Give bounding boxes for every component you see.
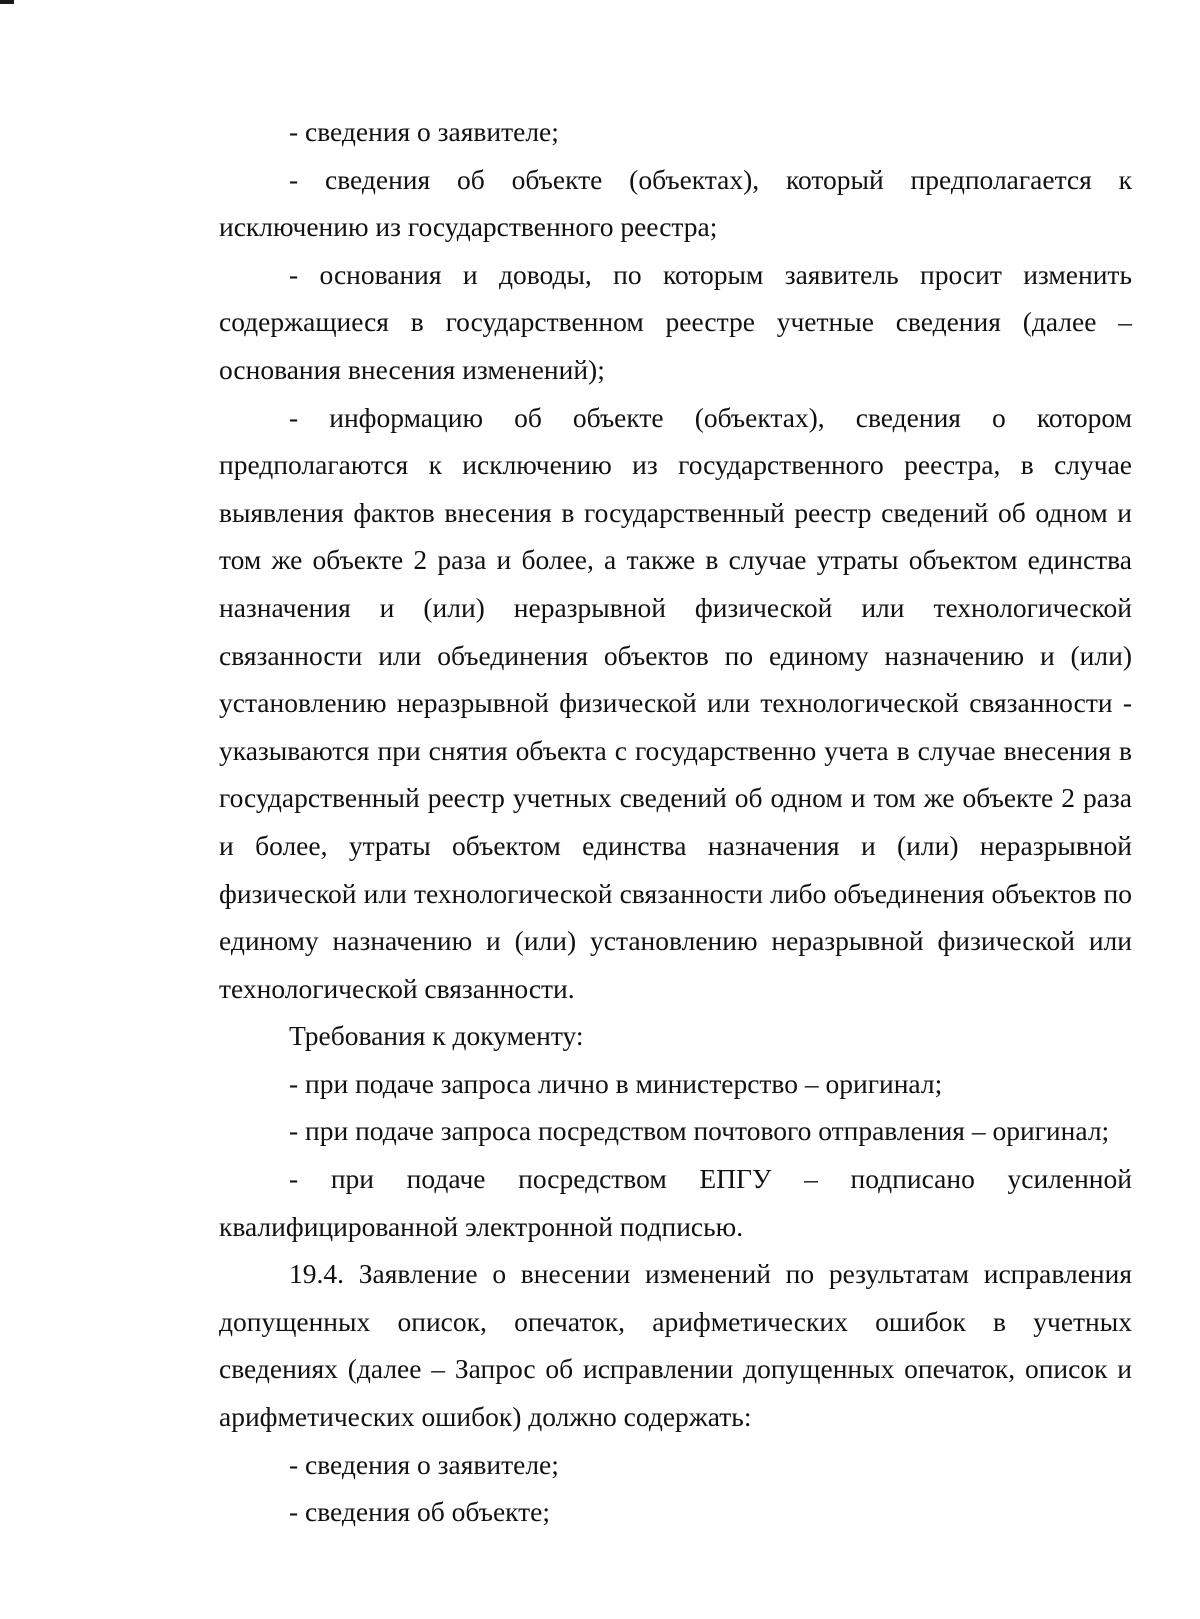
requirement-in-person: - при подаче запроса лично в министерство – оригинал;	[289, 1067, 943, 1099]
scan-corner-mark	[0, 0, 14, 4]
requirement-by-mail: - при подаче запроса посредством почтового отправления – оригинал;	[289, 1115, 1110, 1147]
list-item-object-information: - информацию об объекте (объектах), сведения о котором предполагаются к исключению из государственного реестра, в случае выявления фактов внесения в государственный реестр сведений об одном и том же объекте 2 раза и более, а также в случае утраты объектом единства назначения и (или) неразрывной физической или технологической связанности или объединения объектов по единому назначению и (или) установлению неразрывной физической или технологической связанности - указываются при снятия объекта с государственно учета в случае внесения в государственный реестр учетных сведений об одном и том же объекте 2 раза и более, утраты объектом единства назначения и (или) неразрывной физической или технологической связанности либо объединения объектов по единому назначению и (или) установлению неразрывной физической или технологической связанности.	[219, 401, 1132, 1004]
list-item-object-info: - сведения об объекте (объектах), который предполагается к исключению из государственного реестра;	[219, 163, 1132, 243]
list-item-object-info-2: - сведения об объекте;	[289, 1496, 551, 1528]
list-item-applicant-info-2: - сведения о заявителе;	[289, 1448, 559, 1480]
list-item-applicant-info: - сведения о заявителе;	[289, 116, 559, 147]
document-body	[219, 108, 1132, 1536]
requirement-epgu: - при подаче посредством ЕПГУ – подписано усиленной квалифицированной электронной подписью.	[219, 1163, 1132, 1242]
section-19-4-paragraph: 19.4. Заявление о внесении изменений по результатам исправления допущенных описок, опечаток, арифметических ошибок в учетных сведениях (далее – Запрос об исправлении допущенных опечаток, описок и арифметических ошибок) должно содержать:	[219, 1258, 1132, 1433]
list-item-grounds: - основания и доводы, по которым заявитель просит изменить содержащиеся в государственном реестре учетные сведения (далее – основания внесения изменений);	[219, 258, 1132, 385]
requirements-heading: Требования к документу:	[289, 1020, 584, 1052]
